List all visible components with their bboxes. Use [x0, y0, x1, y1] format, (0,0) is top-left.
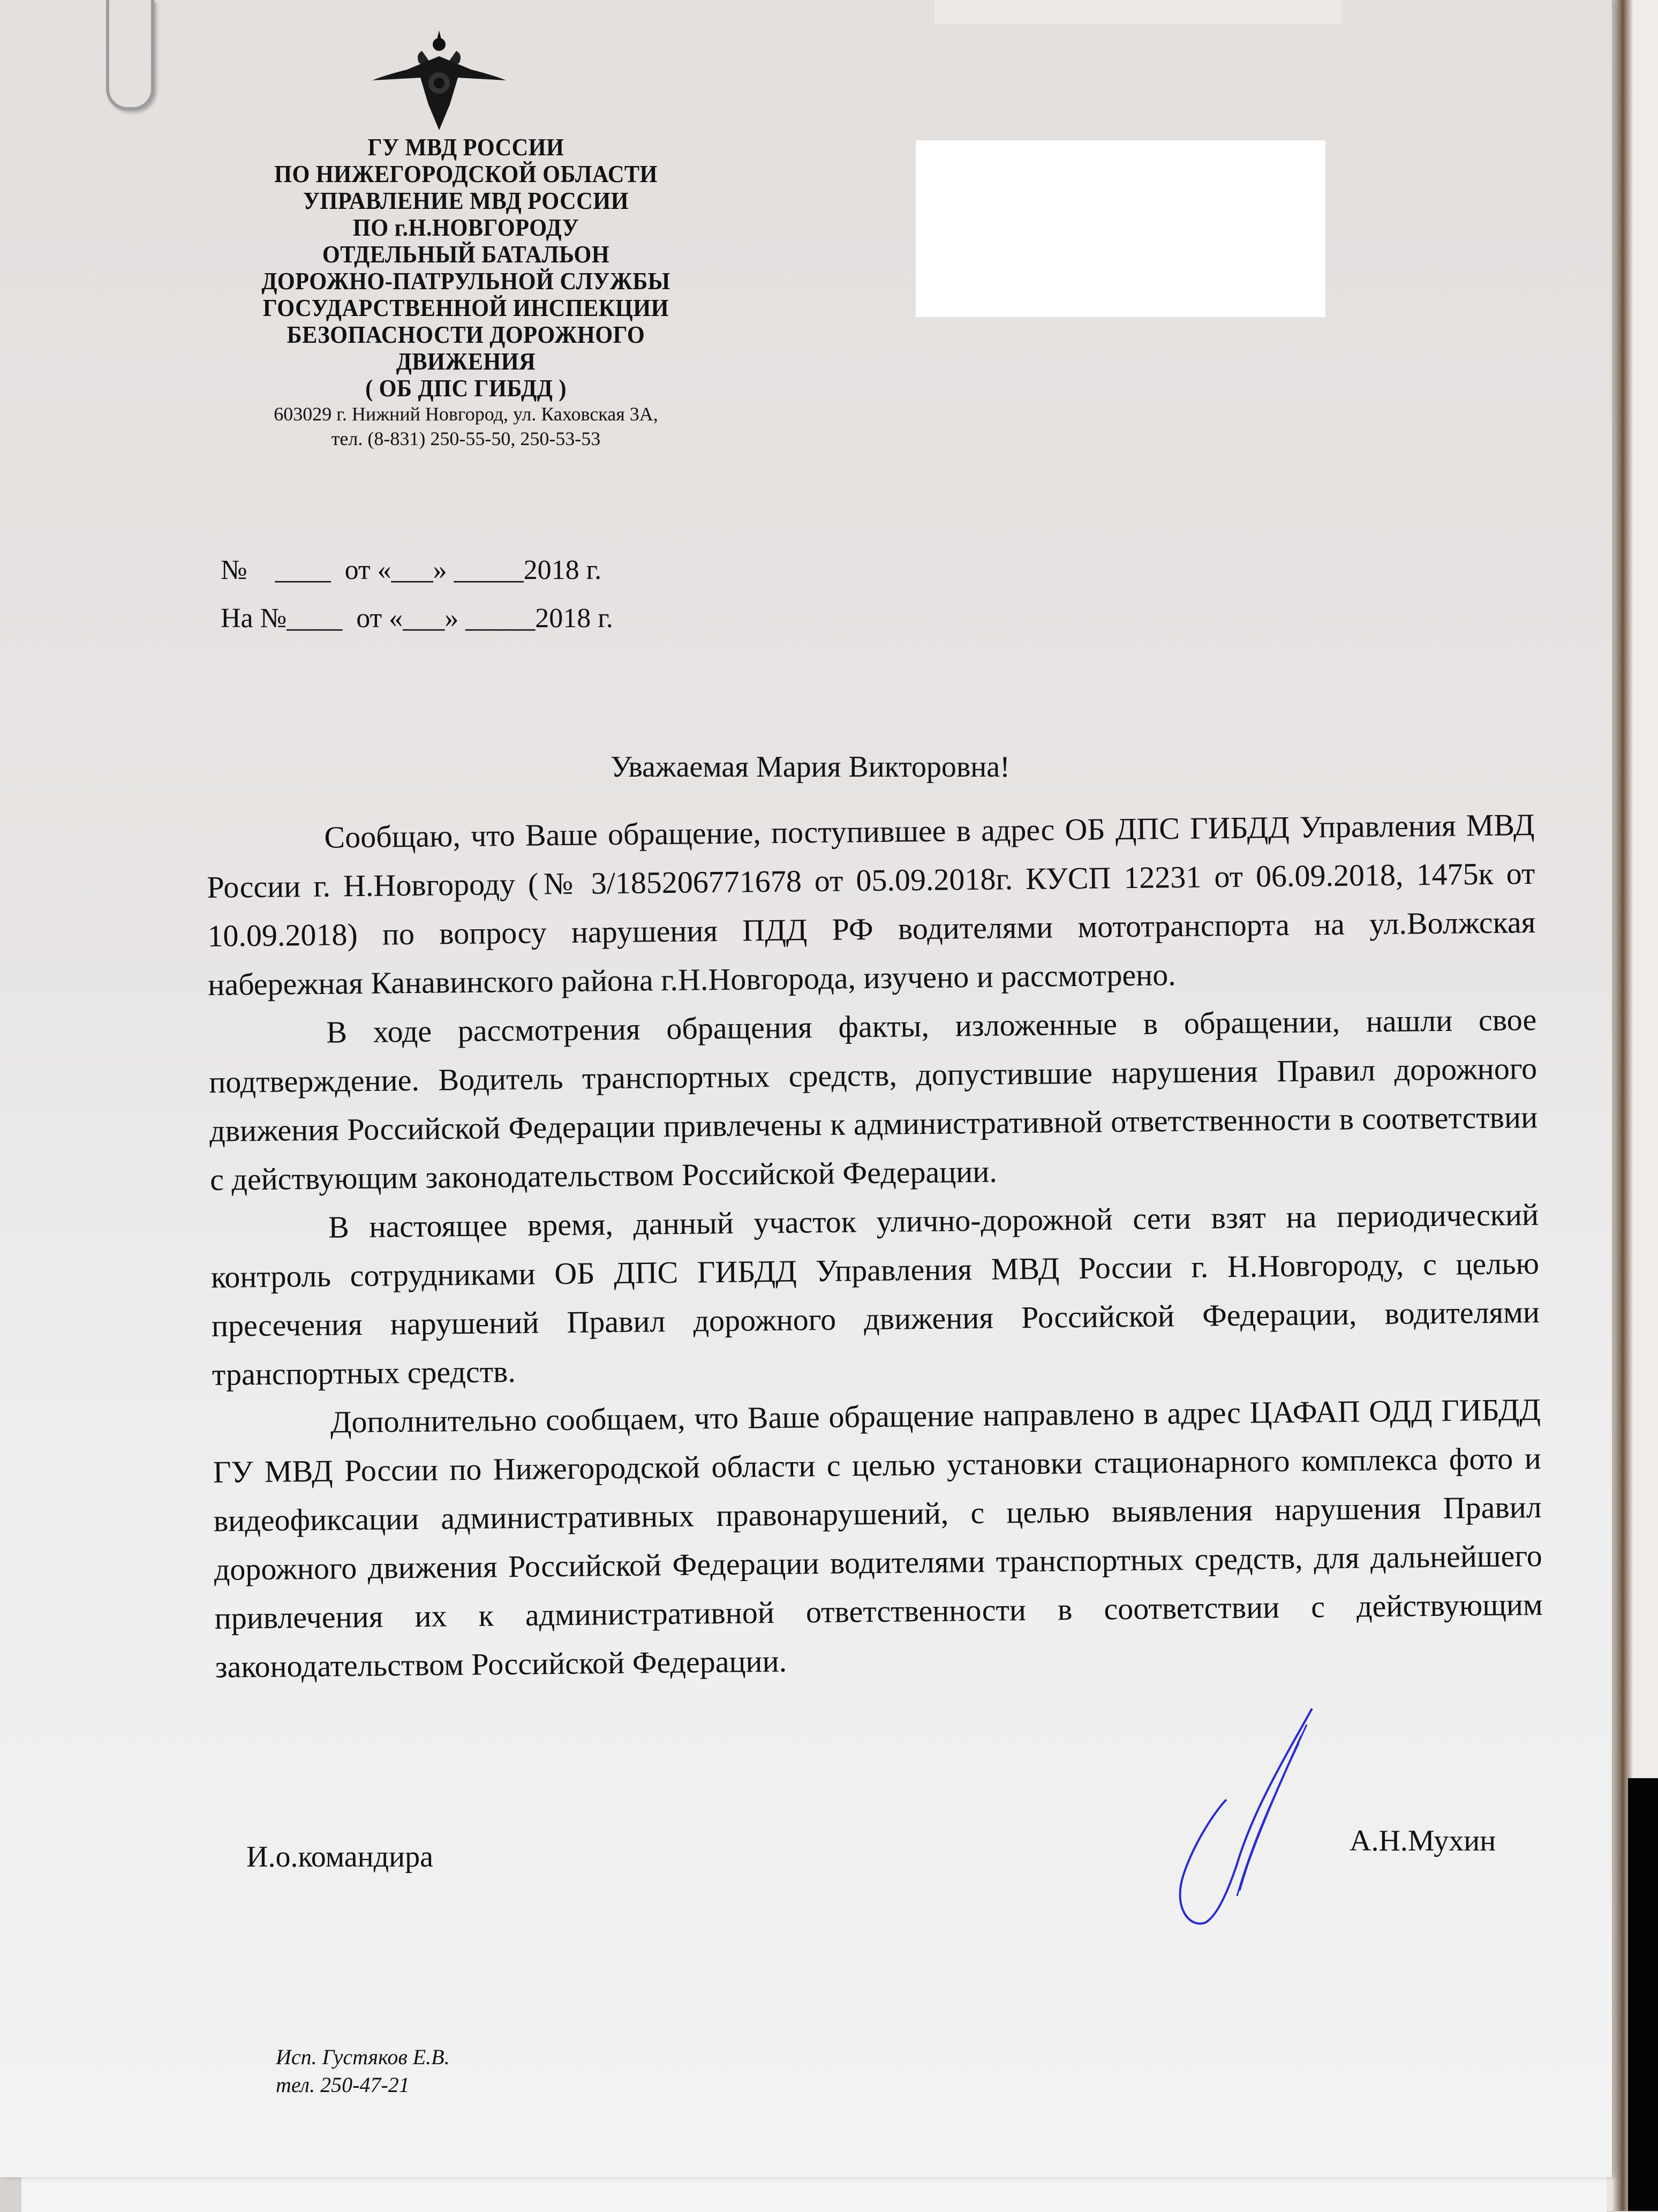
- executor-name: Исп. Густяков Е.В.: [276, 2045, 450, 2069]
- executor-block: [276, 2043, 450, 2099]
- redacted-addressee-block: [916, 140, 1325, 317]
- paragraph: В ходе рассмотрения обращения факты, изложенные в обращении, нашли свое подтверждение. Водитель транспортных средств, допустившие нарушения Правил дорожного движения Российской Федерации привлечены к административной ответственности в соответствии с действующим законодательством Российской Федерации.: [208, 1002, 1538, 1197]
- paragraph: Сообщаю, что Ваше обращение, поступившее в адрес ОБ ДПС ГИБДД Управления МВД России г. Н.Новгороду (№ 3/185206771678 от 05.09.2018г. КУСП 12231 от 06.09.2018, 1475к от 10.09.2018) по вопросу нарушения ПДД РФ водителями мототранспорта на ул.Волжская набережная Канавинского района г.Н.Новгорода, изучено и рассмотрено.: [207, 807, 1536, 1002]
- outgoing-number-line: № ____ от «___» _____2018 г.: [221, 555, 602, 585]
- salutation: Уважаемая Мария Викторовна!: [611, 750, 1010, 784]
- org-line: ГОСУДАРСТВЕННОЙ ИНСПЕКЦИИ: [262, 294, 669, 321]
- mvd-eagle-emblem-icon: [370, 29, 509, 131]
- org-line: ПО г.Н.НОВГОРОДУ: [352, 214, 579, 241]
- signatory-role: И.о.командира: [246, 1840, 433, 1874]
- org-line: ПО НИЖЕГОРОДСКОЙ ОБЛАСТИ: [274, 160, 658, 187]
- executor-phone: тел. 250-47-21: [276, 2073, 410, 2097]
- org-address: 603029 г. Нижний Новгород, ул. Каховская 3А,: [274, 403, 658, 425]
- paragraph: Дополнительно сообщаем, что Ваше обращение направлено в адрес ЦАФАП ОДД ГИБДД ГУ МВД России по Нижегородской области с целью установки стационарного комплекса фото и видеофиксации административных правонарушений, с целью выявления нарушения Правил дорожного движения Российской Федерации водителями транспортных средств, для дальнейшего привлечения их к административной ответственности в соответствии с действующим законодательством Российской Федерации.: [213, 1391, 1543, 1684]
- org-line: УПРАВЛЕНИЕ МВД РОССИИ: [303, 187, 629, 214]
- org-abbreviation: ( ОБ ДПС ГИБДД ): [365, 374, 567, 402]
- signatory-name: А.Н.Мухин: [1350, 1824, 1496, 1857]
- org-phone: тел. (8-831) 250-55-50, 250-53-53: [331, 428, 601, 449]
- paper-strip: [934, 0, 1342, 24]
- org-line: ДОРОЖНО-ПАТРУЛЬНОЙ СЛУЖБЫ: [261, 267, 670, 295]
- paperclip-icon: [106, 0, 154, 110]
- paragraph: В настоящее время, данный участок улично-дорожной сети взят на периодический контроль сотрудниками ОБ ДПС ГИБДД Управления МВД России г. Н.Новгороду, с целью пресечения нарушений Правил дорожного движения Российской Федерации, водителями транспортных средств.: [210, 1197, 1540, 1392]
- org-line: ДВИЖЕНИЯ: [396, 348, 536, 375]
- background-dark-area: [1628, 1778, 1658, 2211]
- incoming-number-line: На №____ от «___» _____2018 г.: [221, 603, 613, 634]
- letter-body: [206, 800, 1543, 1691]
- org-line: ГУ МВД РОССИИ: [367, 133, 564, 161]
- org-line: БЕЗОПАСНОСТИ ДОРОЖНОГО: [287, 321, 645, 348]
- org-line: ОТДЕЛЬНЫЙ БАТАЛЬОН: [322, 240, 610, 268]
- letterhead: [198, 134, 734, 451]
- handwritten-signature-icon: [1082, 1703, 1328, 1950]
